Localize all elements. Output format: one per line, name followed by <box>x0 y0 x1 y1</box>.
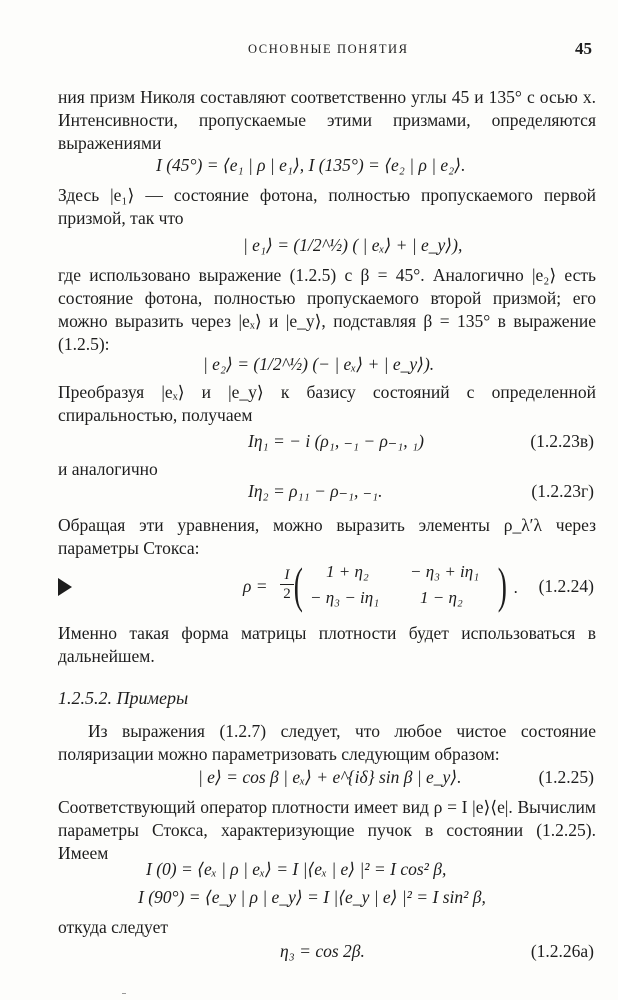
paragraph-intensities-intro: ния призм Николя составляют соответственно углы 45 и 135° с осью x. Интенсивности, пропускаемые этими призмами, определяются выражениями <box>58 87 596 153</box>
right-paren-icon: ) <box>497 557 507 613</box>
paragraph-e1-definition: Здесь |e₁⟩ — состояние фотона, полностью пропускаемого первой призмой, так что <box>58 185 596 228</box>
paragraph-similarly: и аналогично <box>58 459 158 479</box>
fraction-numerator: I <box>280 566 294 585</box>
matrix-lhs: ρ = <box>243 576 268 596</box>
paragraph-pure-state: Из выражения (1.2.7) следует, что любое чистое состояние поляризации можно параметризовать следующим образом: <box>58 721 596 764</box>
matrix-prefactor <box>280 566 294 603</box>
paragraph-whence: откуда следует <box>58 917 168 937</box>
equation-1-2-26a <box>58 938 596 964</box>
equation-number: (1.2.26а) <box>530 941 594 961</box>
matrix-trailing-period: . <box>514 578 519 597</box>
equation-formula: | e₁⟩ = (1/2^½) ( | eₓ⟩ + | e_y⟩), <box>243 235 463 255</box>
paragraph-e2-definition: где использовано выражение (1.2.5) с β = 45°. Аналогично |e₂⟩ есть состояние фотона, полностью пропускаемого второй призмой; его можно выразить через |eₓ⟩ и |e_y⟩, подставляя β = 135° в выражение (1.2.5): <box>58 265 596 354</box>
equation-number: (1.2.25) <box>538 767 594 787</box>
running-title: ОСНОВНЫЕ ПОНЯТИЯ <box>248 42 409 56</box>
equation-formula: I (90°) = ⟨e_y | ρ | e_y⟩ = I |⟨e_y | e⟩ |² = I sin² β, <box>138 887 486 907</box>
section-title: 1.2.5.2. Примеры <box>58 688 189 708</box>
equation-1-2-23v <box>58 428 596 454</box>
equation-e1 <box>58 232 596 258</box>
fraction-denominator: 2 <box>283 586 291 602</box>
equation-number: (1.2.23г) <box>531 481 594 501</box>
paragraph-density-form: Именно такая форма матрицы плотности будет использоваться в дальнейшем. <box>58 623 596 666</box>
equation-formula: I (0) = ⟨eₓ | ρ | eₓ⟩ = I |⟨eₓ | e⟩ |² = I cos² β, <box>146 859 447 879</box>
equation-formula: I (45°) = ⟨e₁ | ρ | e₁⟩, I (135°) = ⟨e₂ | ρ | e₂⟩. <box>156 155 466 175</box>
scan-mark <box>122 993 126 994</box>
equation-number: (1.2.23в) <box>530 431 594 451</box>
equation-i90 <box>58 884 596 910</box>
triangle-marker-icon <box>58 578 72 596</box>
equation-intensities <box>58 152 596 178</box>
page-number: 45 <box>575 39 592 58</box>
equation-formula: Iη₁ = − i (ρ₁, ₋₁ − ρ₋₁, ₁) <box>248 431 424 451</box>
equation-number: (1.2.24) <box>538 576 594 596</box>
matrix-cell-22: 1 − η₂ <box>420 588 463 607</box>
equation-1-2-25 <box>58 764 596 790</box>
equation-1-2-23g <box>58 478 596 504</box>
paragraph-helicity-basis: Преобразуя |eₓ⟩ и |e_y⟩ к базису состояний с определенной спиральностью, получаем <box>58 382 596 425</box>
equation-1-2-24 <box>58 558 596 618</box>
matrix-cell-21: − η₃ − iη₁ <box>310 588 380 607</box>
equation-formula: η₃ = cos 2β. <box>280 941 365 961</box>
page-header <box>58 40 596 64</box>
equation-formula: | e⟩ = cos β | eₓ⟩ + e^{iδ} sin β | e_y⟩. <box>198 767 462 787</box>
equation-formula: Iη₂ = ρ₁₁ − ρ₋₁, ₋₁. <box>248 481 383 501</box>
equation-e2 <box>58 351 596 377</box>
matrix-cell-12: − η₃ + iη₁ <box>410 562 480 581</box>
paragraph-inversion: Обращая эти уравнения, можно выразить элементы ρ_λ′λ через параметры Стокса: <box>58 515 596 558</box>
equation-formula: | e₂⟩ = (1/2^½) (− | eₓ⟩ + | e_y⟩). <box>203 354 435 374</box>
equation-i0 <box>58 856 596 882</box>
matrix-cell-11: 1 + η₂ <box>326 562 369 581</box>
paragraph-density-operator: Соответствующий оператор плотности имеет вид ρ = I |e⟩⟨e|. Вычислим параметры Стокса, характеризующие пучок в состоянии (1.2.25). Имеем <box>58 797 596 863</box>
left-paren-icon: ( <box>293 557 303 613</box>
